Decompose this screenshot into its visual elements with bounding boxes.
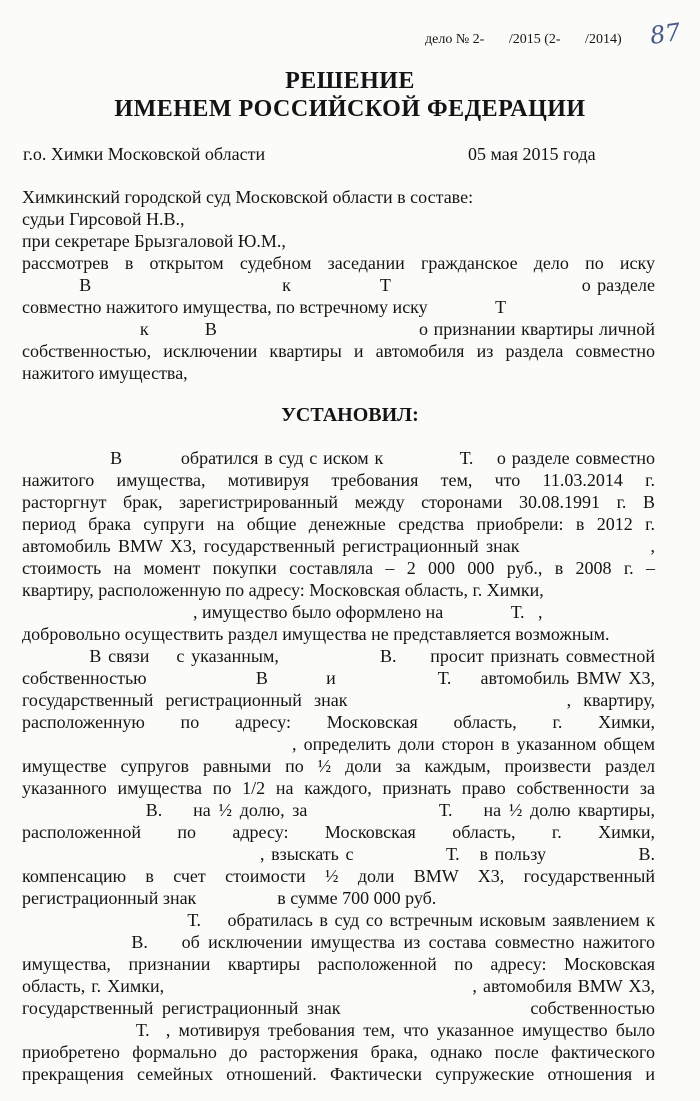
intro-line: совместно нажитого имущества, по встречному иску Т xyxy=(22,297,507,317)
handwritten-page-number: 87 xyxy=(648,18,683,50)
intro-line: к В о признании квартиры личной xyxy=(22,319,655,339)
document-title: РЕШЕНИЕ xyxy=(285,68,415,94)
body-line: нажитого имущества, мотивируя требования тем, что 11.03.2014 г. xyxy=(22,470,655,490)
intro-line: Химкинский городской суд Московской области в составе: xyxy=(22,187,474,207)
document-subtitle: ИМЕНЕМ РОССИЙСКОЙ ФЕДЕРАЦИИ xyxy=(114,96,586,122)
body-line: Т. обратилась в суд со встречным исковым заявлением к xyxy=(22,910,655,930)
decision-date: 05 мая 2015 года xyxy=(468,144,596,164)
body-line: стоимость на момент покупки составляла – 2 000 000 руб., в 2008 г. – xyxy=(22,558,655,578)
body-line: государственный регистрационный знак собственностью xyxy=(22,998,655,1018)
body-line: период брака супруги на общие денежные средства приобрели: в 2012 г. xyxy=(22,514,655,534)
body-line: , определить доли сторон в указанном общем xyxy=(22,734,655,754)
body-line: область, г. Химки, , автомобиля BMW X3, xyxy=(22,976,655,996)
section-heading: УСТАНОВИЛ: xyxy=(281,404,419,426)
body-line: В обратился в суд с иском к Т. о разделе совместно xyxy=(22,448,655,468)
body-line: , имущество было оформлено на Т. , xyxy=(22,602,543,622)
body-line: указанного имущества по 1/2 на каждого, признать право собственности за xyxy=(22,778,655,798)
intro-line: при секретаре Брызгаловой Ю.М., xyxy=(22,231,286,251)
intro-line: В к Т о разделе xyxy=(22,275,655,295)
intro-line: рассмотрев в открытом судебном заседании гражданское дело по иску xyxy=(22,253,655,273)
body-line: приобретено формально до расторжения брака, однако после фактического xyxy=(22,1042,655,1062)
body-line: расторгнут брак, зарегистрированный между сторонами 30.08.1991 г. В xyxy=(22,492,655,512)
intro-line: нажитого имущества, xyxy=(22,363,188,383)
body-line: государственный регистрационный знак , квартиру, xyxy=(22,690,655,710)
body-line: прекращения семейных отношений. Фактически супружеские отношения и xyxy=(22,1064,655,1084)
body-line: , взыскать с Т. в пользу В. xyxy=(22,844,655,864)
body-line: квартиру, расположенную по адресу: Московская область, г. Химки, xyxy=(22,580,544,600)
place-of-issue: г.о. Химки Московской области xyxy=(23,144,266,164)
body-line: расположенную по адресу: Московская область, г. Химки, xyxy=(22,712,655,732)
body-line: имуществе супругов равными по ½ доли за каждым, произвести раздел xyxy=(22,756,655,776)
body-line: В связи с указанным, В. просит признать совместной xyxy=(22,646,655,666)
intro-line: судьи Гирсовой Н.В., xyxy=(22,209,185,229)
body-line: автомобиль BMW X3, государственный регистрационный знак , xyxy=(22,536,655,556)
body-line: расположенной по адресу: Московская область, г. Химки, xyxy=(22,822,655,842)
body-line: В. об исключении имущества из состава совместно нажитого xyxy=(22,932,655,952)
body-line: компенсацию в счет стоимости ½ доли BMW X3, государственный xyxy=(22,866,655,886)
case-number: дело № 2- /2015 (2- /2014) xyxy=(425,32,622,47)
body-line: собственностью В и Т. автомобиль BMW X3, xyxy=(22,668,655,688)
body-line: Т. , мотивируя требования тем, что указанное имущество было xyxy=(22,1020,655,1040)
body-line: имущества, признании квартиры расположенной по адресу: Московская xyxy=(22,954,655,974)
body-line: добровольно осуществить раздел имущества не представляется возможным. xyxy=(22,624,610,644)
intro-line: собственностью, исключении квартиры и автомобиля из раздела совместно xyxy=(22,341,655,361)
body-line: В. на ½ долю, за Т. на ½ долю квартиры, xyxy=(22,800,655,820)
body-line: регистрационный знак в сумме 700 000 руб. xyxy=(22,888,437,908)
